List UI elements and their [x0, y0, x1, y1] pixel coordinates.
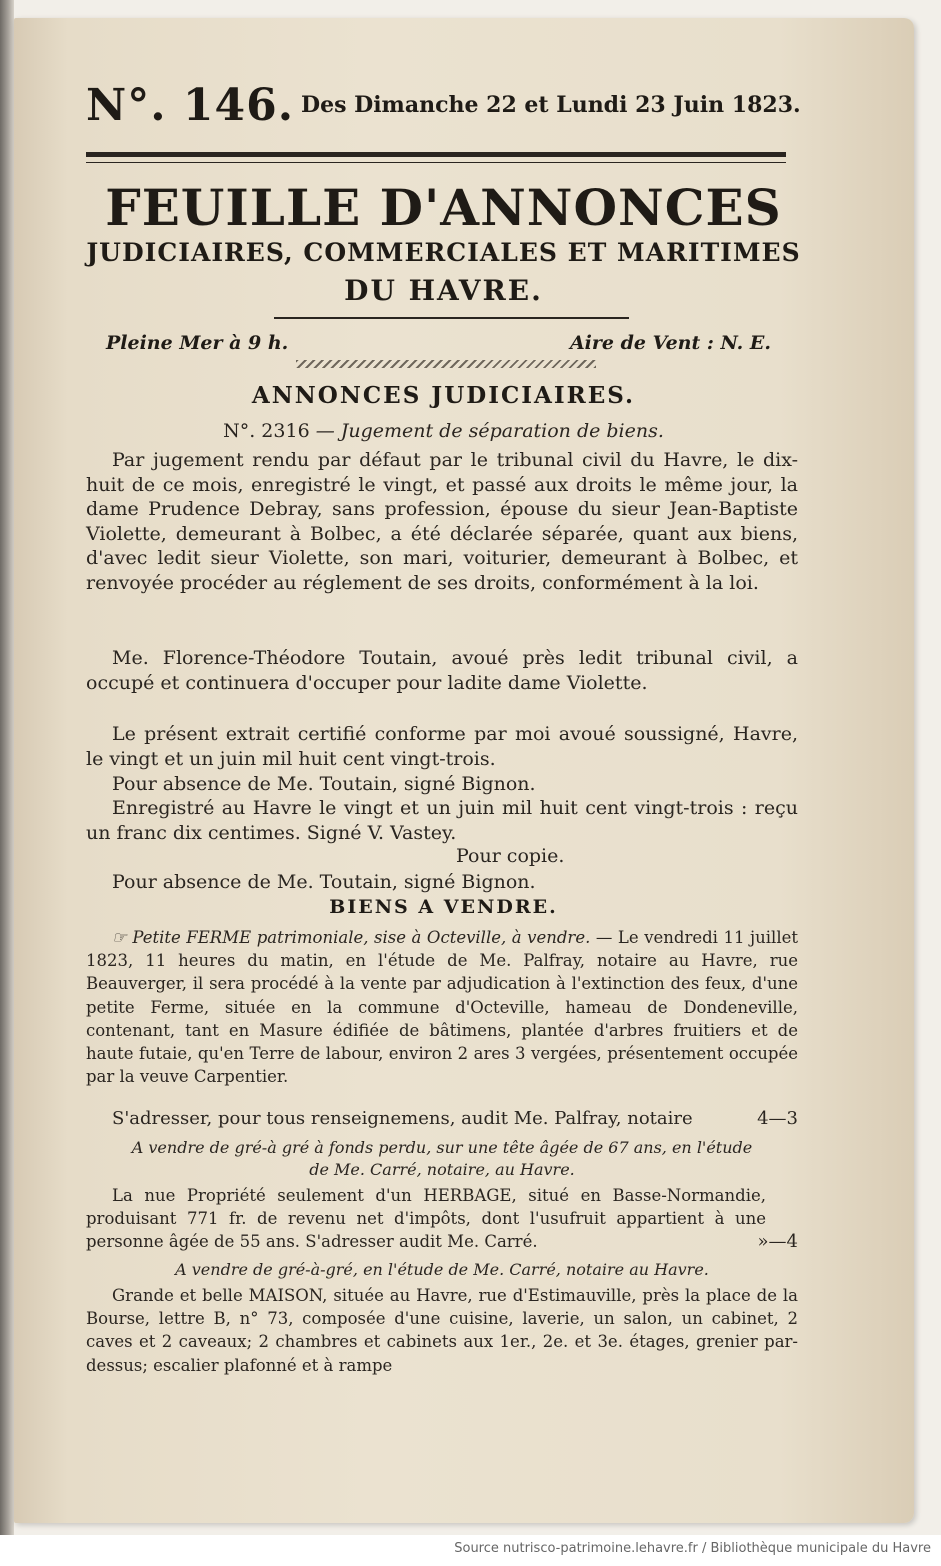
book-spine — [0, 0, 14, 1535]
farm-ad-text: — Le vendredi 11 juillet 1823, 11 heures du matin, en l'étude de Me. Palfray, notaire au Havre, rue Beauverger, il sera procédé à la vente par adjudication à l'extinction des feux, d'une petite Ferme, située en la commune d'Octeville, hameau de Dondeneville, contenant, tant en Masure édifiée de bâtimens, plantée d'arbres fruitiers et de haute futaie, qu'en Terre de labour, environ 2 ares 3 vergées, présentement occupée par la veuve Carpentier. — [86, 928, 798, 1087]
herbage-ad-lead-2: de Me. Carré, notaire, au Havre. — [309, 1160, 575, 1179]
farm-ad-contact-row — [112, 1108, 798, 1129]
herbage-ad-text: La nue Propriété seulement d'un HERBAGE, situé en Basse-Normandie, produisant 771 fr. de revenu net d'impôts, dont l'usufruit appartient à une personne âgée de 55 ans. S'adresser audit Me. Carré. — [86, 1186, 766, 1252]
signature-line: Pour absence de Me. Toutain, signé Bignon. — [112, 773, 536, 795]
section-heading-judiciaires: ANNONCES JUDICIAIRES. — [251, 382, 636, 409]
masthead — [86, 80, 801, 140]
notice-title: — Jugement de séparation de biens. — [315, 420, 664, 442]
farm-ad-ref: 4—3 — [757, 1108, 798, 1129]
tide-info: Pleine Mer à 9 h. — [106, 332, 289, 354]
ornamental-rule — [296, 360, 596, 368]
certification-paragraph: Le présent extrait certifié conforme par moi avoué soussigné, Havre, le vingt et un juin mil huit cent vingt-trois. — [86, 723, 798, 770]
section-heading-biens: BIENS A VENDRE. — [329, 896, 558, 918]
farm-ad-contact: S'adresser, pour tous renseignemens, audit Me. Palfray, notaire — [112, 1108, 693, 1129]
herbage-ad-ref: »—4 — [757, 1231, 798, 1252]
source-credit: Source nutrisco-patrimoine.lehavre.fr / Bibliothèque municipale du Havre — [454, 1541, 931, 1556]
judgment-paragraph: Par jugement rendu par défaut par le tribunal civil du Havre, le dix-huit de ce mois, enregistré le vingt, et passé aux droits le même jour, la dame Prudence Debray, sans profession, épouse du sieur Jean-Baptiste Violette, demeurant à Bolbec, a été déclarée séparée, quant aux biens, d'avec ledit sieur Violette, son mari, voiturier, demeurant à Bolbec, et renvoyée procéder au réglement de ses droits, conformément à la loi. — [86, 449, 798, 594]
house-ad-lead: A vendre de gré-à-gré, en l'étude de Me. Carré, notaire au Havre. — [175, 1260, 709, 1279]
newspaper-city: DU HAVRE. — [344, 274, 543, 307]
farm-ad — [86, 926, 798, 1088]
notice-heading — [86, 420, 801, 442]
issue-number: N°. 146. — [86, 80, 295, 131]
herbage-ad-lead-1: A vendre de gré-à gré à fonds perdu, sur une tête âgée de 67 ans, en l'étude — [131, 1138, 753, 1157]
newspaper-subtitle: JUDICIAIRES, COMMERCIALES ET MARITIMES — [86, 238, 801, 267]
header-rule-thin — [86, 162, 786, 163]
notice-number: N°. 2316 — [223, 420, 310, 442]
house-ad-text: Grande et belle MAISON, située au Havre, rue d'Estimauville, près la place de la Bourse, lettre B, n° 73, composée d'une cuisine, laverie, un salon, un cabinet, 2 caves et 2 caveaux; 2 chambres et cabinets aux 1er., 2e. et 3e. étages, grenier par-dessus; escalier plafonné et à rampe — [86, 1286, 798, 1375]
newspaper-page — [14, 18, 914, 1523]
wind-info: Aire de Vent : N. E. — [569, 332, 771, 354]
title-rule — [274, 317, 629, 319]
signature-line-2: Pour absence de Me. Toutain, signé Bignon. — [112, 871, 536, 893]
header-rule-thick — [86, 152, 786, 157]
registration-paragraph: Enregistré au Havre le vingt et un juin mil huit cent vingt-trois : reçu un franc dix centimes. Signé V. Vastey. — [86, 797, 798, 844]
newspaper-title: FEUILLE D'ANNONCES — [105, 178, 782, 237]
attorney-paragraph: Me. Florence-Théodore Toutain, avoué près ledit tribunal civil, a occupé et continuera d'occuper pour ladite dame Violette. — [86, 647, 798, 694]
issue-date: Des Dimanche 22 et Lundi 23 Juin 1823. — [301, 92, 801, 118]
copy-line: Pour copie. — [456, 845, 565, 867]
farm-ad-lead: ☞ Petite FERME patrimoniale, sise à Octeville, à vendre. — [112, 928, 591, 947]
